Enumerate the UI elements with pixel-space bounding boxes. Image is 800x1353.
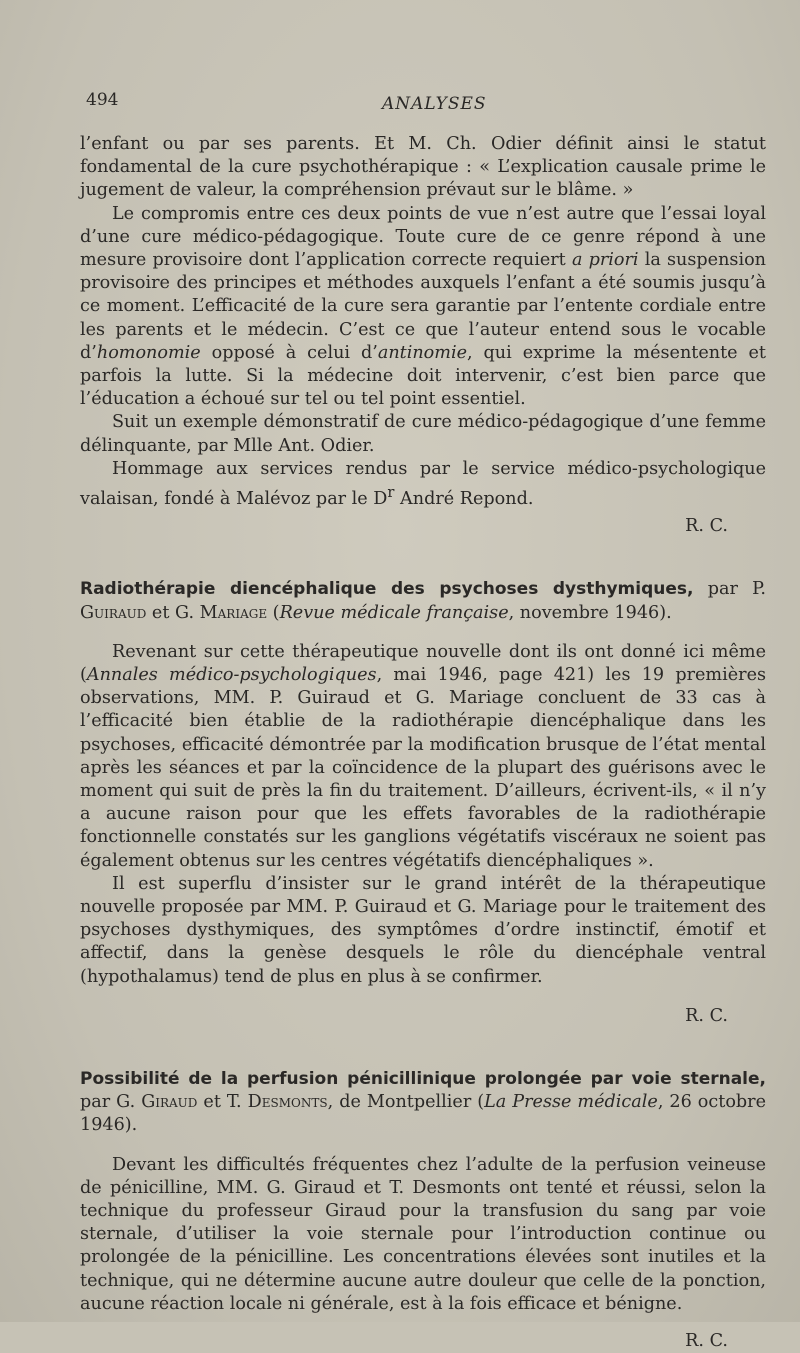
- paragraph: l’enfant ou par ses parents. Et M. Ch. Odier définit ainsi le statut fondamental de la cure psychothérapique : « L’explication causale prime le jugement de valeur, la compréhension prévaut sur le blâme. »: [80, 134, 766, 201]
- italic-text: a priori: [571, 250, 639, 271]
- author-name: Giraud: [141, 1092, 198, 1113]
- text-run: (: [267, 602, 280, 623]
- paragraph: Devant les difficultés fréquentes chez l’adulte de la perfusion veineuse de pénicilline, MM. G. Giraud et T. Desmonts ont tenté et réussi, selon la technique du professeur Giraud pour la transfusion du sang par voie sternale, d’utiliser la voie sternale pour l’introduction continue ou prolongée de la pénicilline. Les concentrations élevées sont inutiles et la technique, qui ne détermine aucune autre douleur que celle de la ponction, aucune réaction locale ni générale, est à la fois efficace et bénigne.: [80, 1154, 766, 1314]
- page-header: [86, 90, 760, 120]
- article-heading: [80, 578, 766, 624]
- publication-date: , novembre 1946).: [508, 602, 672, 623]
- journal-name: La Presse médicale: [484, 1092, 658, 1113]
- italic-text: Annales médico-psychologiques: [86, 664, 377, 685]
- superscript: r: [387, 484, 395, 502]
- text-run: et T.: [197, 1092, 248, 1113]
- review-signature: R. C.: [685, 1331, 728, 1351]
- text-run: Hommage aux services rendus par le service médico-psychologique valaisan, fondé à Malévoz par le D: [80, 458, 766, 509]
- article-body: [80, 1154, 766, 1316]
- text-run: opposé à celui d’: [200, 342, 378, 363]
- text-run: André Repond.: [394, 488, 534, 509]
- paragraph: [80, 203, 766, 412]
- author-name: Guiraud: [80, 602, 147, 623]
- paragraph: [80, 458, 766, 511]
- running-head: ANALYSES: [382, 94, 487, 114]
- paragraph: Il est superflu d’insister sur le grand intérêt de la thérapeutique nouvelle proposée par MM. P. Guiraud et G. Mariage pour le traitement des psychoses dysthymiques, des symptômes d’ordre instinctif, émotif et affectif, dans la genèse desquels le rôle du diencéphale ventral (hypothalamus) tend de plus en plus à se confirmer.: [80, 873, 766, 987]
- text-run: et G.: [146, 602, 200, 623]
- journal-name: Revue médicale française: [279, 602, 509, 623]
- article-title: Possibilité de la perfusion pénicillinique prolongée par voie sternale,: [80, 1068, 766, 1089]
- publication-date: , 26 octobre 1946).: [80, 1092, 766, 1136]
- review-signature: R. C.: [685, 516, 728, 537]
- text-run: , qui exprime la mésentente et parfois la lutte. Si la médecine doit intervenir, c’est bien parce que l’éducation a échoué sur tel ou tel point essentiel.: [80, 342, 767, 410]
- paragraph: [80, 641, 766, 873]
- text-run: , mai 1946, page 421) les 19 premières observations, MM. P. Guiraud et G. Mariage concluent de 33 cas à l’efficacité bien établie de la radiothérapie diencéphalique dans les psychoses, efficacité démontrée par la modification brusque de l’état mental après les séances et par la coïncidence de la plupart des guérisons avec le moment qui suit de près la fin du traitement. D’ailleurs, écrivent-ils, « il n’y a aucune raison pour que les effets favorables de la radiothérapie fonctionnelle constatés sur les ganglions végétatifs viscéraux ne soient pas également obtenus sur les centres végétatifs diencéphaliques ».: [80, 664, 767, 871]
- article-body: [80, 641, 766, 989]
- italic-text: homonomie: [96, 342, 201, 363]
- italic-text: antinomie: [377, 342, 467, 363]
- article-heading: [80, 1068, 766, 1138]
- text-run: par G.: [80, 1092, 142, 1113]
- author-name: Mariage: [199, 602, 268, 623]
- article-title: Radiothérapie diencéphalique des psychoses dysthymiques,: [80, 579, 694, 600]
- page-number: 494: [86, 90, 119, 110]
- text-run: la suspension provisoire des principes et méthodes auxquels l’enfant a été soumis jusqu’à ce moment. L’efficacité de la cure sera garantie par l’entente cordiale entre les parents et le médecin. C’est ce que l’auteur entend sous le vocable d’: [80, 250, 767, 363]
- text-run: Revenant sur cette thérapeutique nouvelle dont ils ont donné ici même (: [80, 641, 766, 685]
- text-run: par P.: [693, 579, 766, 600]
- author-name: Desmonts: [247, 1092, 328, 1113]
- paragraph: Suit un exemple démonstratif de cure médico-pédagogique d’une femme délinquante, par Mlle Ant. Odier.: [80, 412, 766, 456]
- text-run: Le compromis entre ces deux points de vue n’est autre que l’essai loyal d’une cure médico-pédagogique. Toute cure de ce genre répond à une mesure provisoire dont l’application correcte requiert: [80, 203, 766, 271]
- page-content: [80, 133, 766, 1353]
- text-run: , de Montpellier (: [327, 1092, 485, 1113]
- review-signature: R. C.: [685, 1005, 728, 1026]
